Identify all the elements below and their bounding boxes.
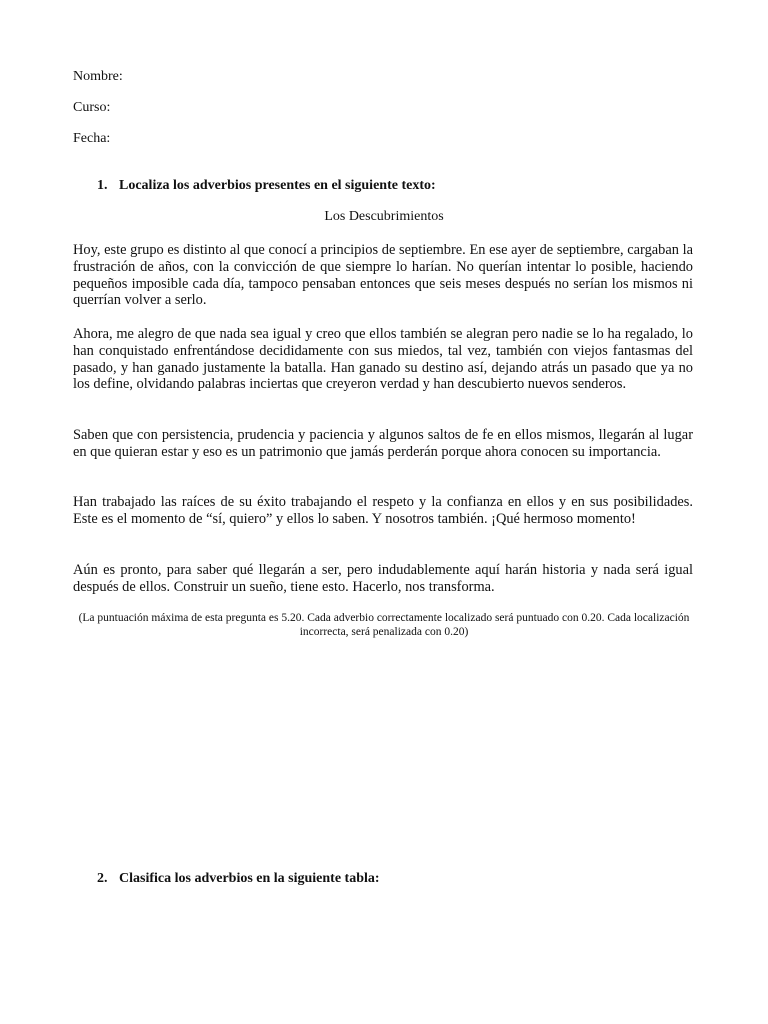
question-2-number: 2. (97, 871, 108, 886)
fecha-label: Fecha: (73, 131, 111, 146)
question-1-heading (97, 177, 436, 195)
nombre-label: Nombre: (73, 69, 123, 84)
question-1-text: Localiza los adverbios presentes en el siguiente texto: (119, 178, 436, 193)
question-2-text: Clasifica los adverbios en la siguiente tabla: (119, 871, 380, 886)
paragraph-3 (73, 427, 693, 461)
question-2-heading (97, 870, 380, 888)
paragraph-1 (73, 242, 693, 309)
paragraph-2 (73, 326, 693, 393)
paragraph-1-text: Hoy, este grupo es distinto al que conocí a principios de septiembre. En ese ayer de septiembre, cargaban la frustración de años, con la convicción de que siempre lo harían. No querían intentar lo posible, haciendo pequeños imposible cada día, tampoco pensaban entonces que seis meses después no serían los mismos ni querrían volver a serlo. (73, 242, 693, 309)
paragraph-5-text: Aún es pronto, para saber qué llegarán a ser, pero indudablemente aquí harán historia y nada será igual después de ellos. Construir un sueño, tiene esto. Hacerlo, nos transforma. (73, 562, 693, 595)
text-title: Los Descubrimientos (324, 209, 444, 224)
paragraph-4-text: Han trabajado las raíces de su éxito trabajando el respeto y la confianza en ellos y en sus posibilidades. Este es el momento de “sí, quiero” y ellos lo saben. Y nosotros también. ¡Qué hermoso momento! (73, 494, 693, 527)
question-1-number: 1. (97, 178, 108, 193)
paragraph-2-text: Ahora, me alegro de que nada sea igual y creo que ellos también se alegran pero nadie se lo ha regalado, lo han conquistado enfrentándose decididamente con sus miedos, tal vez, también con viejos fantasmas del pasado, y han ganado justamente la batalla. Han ganado su destino así, dejando atrás un pasado que ya no los define, olvidando palabras inciertas que creyeron verdad y han descubierto nuevos senderos. (73, 326, 693, 393)
paragraph-3-text: Saben que con persistencia, prudencia y paciencia y algunos saltos de fe en ellos mismos, llegarán al lugar en que quieran estar y eso es un patrimonio que jamás perderán porque ahora conocen su importancia. (73, 427, 693, 460)
paragraph-4 (73, 494, 693, 528)
scoring-note: (La puntuación máxima de esta pregunta es 5.20. Cada adverbio correctamente localizado será puntuado con 0.20. Cada localización incorrecta, será penalizada con 0.20) (78, 612, 690, 638)
curso-label: Curso: (73, 100, 111, 115)
paragraph-5 (73, 562, 693, 596)
